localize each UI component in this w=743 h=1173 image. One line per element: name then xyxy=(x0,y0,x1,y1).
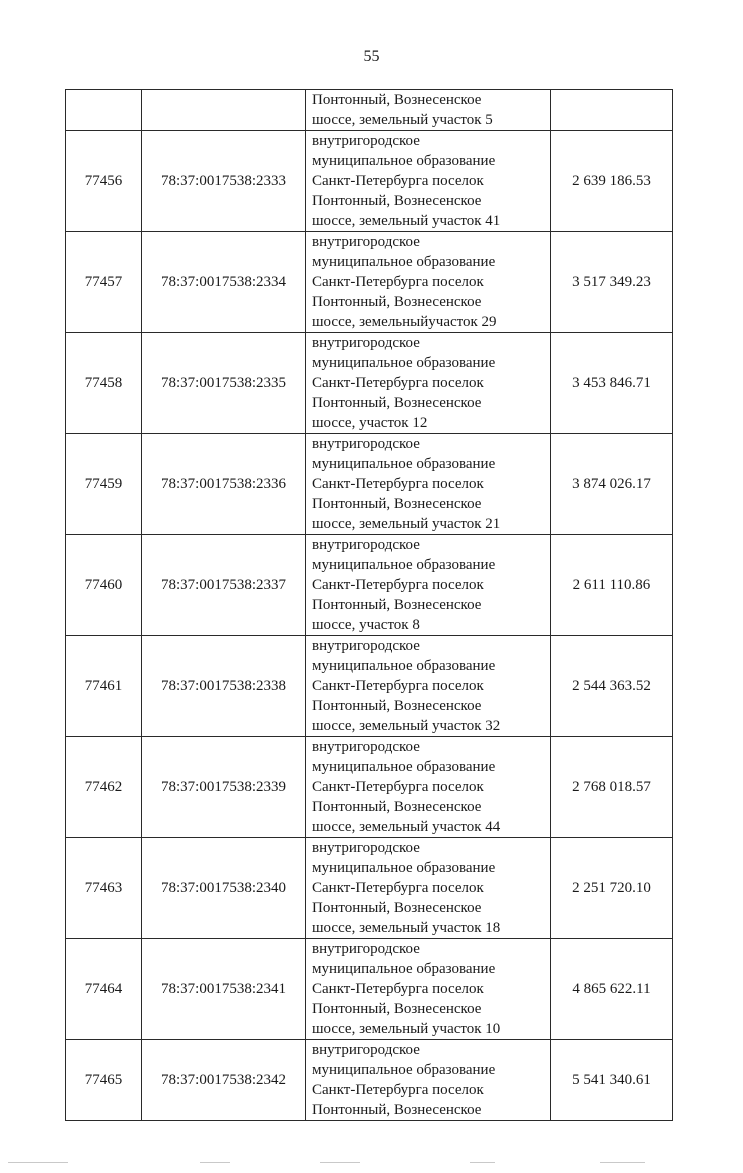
table-body xyxy=(66,90,673,1121)
cadastral-number-cell: 78:37:0017538:2335 xyxy=(142,333,306,434)
cadastral-number-cell: 78:37:0017538:2342 xyxy=(142,1040,306,1121)
address-line: шоссе, участок 8 xyxy=(312,617,420,633)
table-row xyxy=(66,636,673,737)
address-line: муниципальное образование xyxy=(312,254,496,270)
address-line: шоссе, земельный участок 18 xyxy=(312,920,501,936)
address-line: Санкт-Петербурга поселок xyxy=(312,678,484,694)
land-plot-table xyxy=(65,89,673,1121)
table-row xyxy=(66,737,673,838)
cadastral-value-cell: 4 865 622.11 xyxy=(551,939,673,1040)
row-number-cell: 77461 xyxy=(66,636,142,737)
table-row xyxy=(66,939,673,1040)
address-cell xyxy=(306,636,551,737)
cadastral-number-cell xyxy=(142,90,306,131)
address-line: шоссе, земельный участок 21 xyxy=(312,516,501,532)
scan-edge-marks xyxy=(0,1158,743,1168)
address-line: внутригородское xyxy=(312,941,420,957)
address-cell xyxy=(306,737,551,838)
address-cell xyxy=(306,90,551,131)
address-line: шоссе, земельный участок 44 xyxy=(312,819,501,835)
address-line: муниципальное образование xyxy=(312,557,496,573)
address-line: Понтонный, Вознесенское xyxy=(312,1001,482,1017)
address-line: Понтонный, Вознесенское xyxy=(312,900,482,916)
row-number-cell: 77464 xyxy=(66,939,142,1040)
address-cell xyxy=(306,434,551,535)
address-line: внутригородское xyxy=(312,638,420,654)
address-line: муниципальное образование xyxy=(312,961,496,977)
cadastral-number-cell: 78:37:0017538:2333 xyxy=(142,131,306,232)
cadastral-value-cell: 2 611 110.86 xyxy=(551,535,673,636)
cadastral-value-cell: 5 541 340.61 xyxy=(551,1040,673,1121)
row-number-cell: 77462 xyxy=(66,737,142,838)
address-line: внутригородское xyxy=(312,436,420,452)
address-line: внутригородское xyxy=(312,537,420,553)
row-number-cell: 77465 xyxy=(66,1040,142,1121)
address-line: муниципальное образование xyxy=(312,658,496,674)
address-line: муниципальное образование xyxy=(312,153,496,169)
row-number-cell: 77457 xyxy=(66,232,142,333)
cadastral-number-cell: 78:37:0017538:2340 xyxy=(142,838,306,939)
cadastral-number-cell: 78:37:0017538:2341 xyxy=(142,939,306,1040)
address-line: шоссе, земельный участок 5 xyxy=(312,112,493,128)
address-cell xyxy=(306,838,551,939)
address-line: Санкт-Петербурга поселок xyxy=(312,173,484,189)
address-line: шоссе, земельныйучасток 29 xyxy=(312,314,497,330)
address-line: муниципальное образование xyxy=(312,860,496,876)
row-number-cell: 77458 xyxy=(66,333,142,434)
address-line: шоссе, земельный участок 10 xyxy=(312,1021,501,1037)
cadastral-value-cell: 3 874 026.17 xyxy=(551,434,673,535)
cadastral-value-cell: 3 453 846.71 xyxy=(551,333,673,434)
address-cell xyxy=(306,333,551,434)
address-line: Понтонный, Вознесенское xyxy=(312,193,482,209)
address-line: Понтонный, Вознесенское xyxy=(312,294,482,310)
row-number-cell: 77456 xyxy=(66,131,142,232)
cadastral-value-cell: 2 639 186.53 xyxy=(551,131,673,232)
row-number-cell: 77459 xyxy=(66,434,142,535)
address-line: Санкт-Петербурга поселок xyxy=(312,375,484,391)
address-line: Понтонный, Вознесенское xyxy=(312,597,482,613)
address-line: муниципальное образование xyxy=(312,456,496,472)
cadastral-number-cell: 78:37:0017538:2336 xyxy=(142,434,306,535)
address-line: внутригородское xyxy=(312,739,420,755)
page-number: 55 xyxy=(363,48,380,65)
address-line: Санкт-Петербурга поселок xyxy=(312,476,484,492)
address-line: Понтонный, Вознесенское xyxy=(312,698,482,714)
address-line: Санкт-Петербурга поселок xyxy=(312,577,484,593)
row-number-cell: 77460 xyxy=(66,535,142,636)
address-cell xyxy=(306,535,551,636)
address-line: Санкт-Петербурга поселок xyxy=(312,1082,484,1098)
address-line: муниципальное образование xyxy=(312,1062,496,1078)
cadastral-number-cell: 78:37:0017538:2338 xyxy=(142,636,306,737)
cadastral-number-cell: 78:37:0017538:2334 xyxy=(142,232,306,333)
address-line: Санкт-Петербурга поселок xyxy=(312,880,484,896)
address-line: муниципальное образование xyxy=(312,759,496,775)
address-line: внутригородское xyxy=(312,1042,420,1058)
table-row xyxy=(66,838,673,939)
address-cell xyxy=(306,1040,551,1121)
address-line: Санкт-Петербурга поселок xyxy=(312,779,484,795)
address-cell xyxy=(306,131,551,232)
address-line: шоссе, земельный участок 41 xyxy=(312,213,501,229)
row-number-cell xyxy=(66,90,142,131)
address-line: Понтонный, Вознесенское xyxy=(312,799,482,815)
cadastral-value-cell: 2 768 018.57 xyxy=(551,737,673,838)
address-line: муниципальное образование xyxy=(312,355,496,371)
address-line: Понтонный, Вознесенское xyxy=(312,496,482,512)
address-cell xyxy=(306,232,551,333)
table-row xyxy=(66,434,673,535)
address-line: Санкт-Петербурга поселок xyxy=(312,274,484,290)
cadastral-value-cell: 2 544 363.52 xyxy=(551,636,673,737)
table-row xyxy=(66,333,673,434)
table-row xyxy=(66,90,673,131)
address-line: шоссе, участок 12 xyxy=(312,415,428,431)
address-line: Понтонный, Вознесенское xyxy=(312,92,482,108)
table-row xyxy=(66,535,673,636)
address-line: шоссе, земельный участок 32 xyxy=(312,718,501,734)
address-line: Понтонный, Вознесенское xyxy=(312,395,482,411)
address-line: внутригородское xyxy=(312,335,420,351)
address-line: внутригородское xyxy=(312,840,420,856)
cadastral-value-cell: 2 251 720.10 xyxy=(551,838,673,939)
address-line: Понтонный, Вознесенское xyxy=(312,1102,482,1118)
cadastral-value-cell: 3 517 349.23 xyxy=(551,232,673,333)
cadastral-number-cell: 78:37:0017538:2339 xyxy=(142,737,306,838)
table-row xyxy=(66,131,673,232)
cadastral-value-cell xyxy=(551,90,673,131)
table-row xyxy=(66,232,673,333)
cadastral-number-cell: 78:37:0017538:2337 xyxy=(142,535,306,636)
row-number-cell: 77463 xyxy=(66,838,142,939)
table-row xyxy=(66,1040,673,1121)
address-line: Санкт-Петербурга поселок xyxy=(312,981,484,997)
address-line: внутригородское xyxy=(312,133,420,149)
address-cell xyxy=(306,939,551,1040)
address-line: внутригородское xyxy=(312,234,420,250)
